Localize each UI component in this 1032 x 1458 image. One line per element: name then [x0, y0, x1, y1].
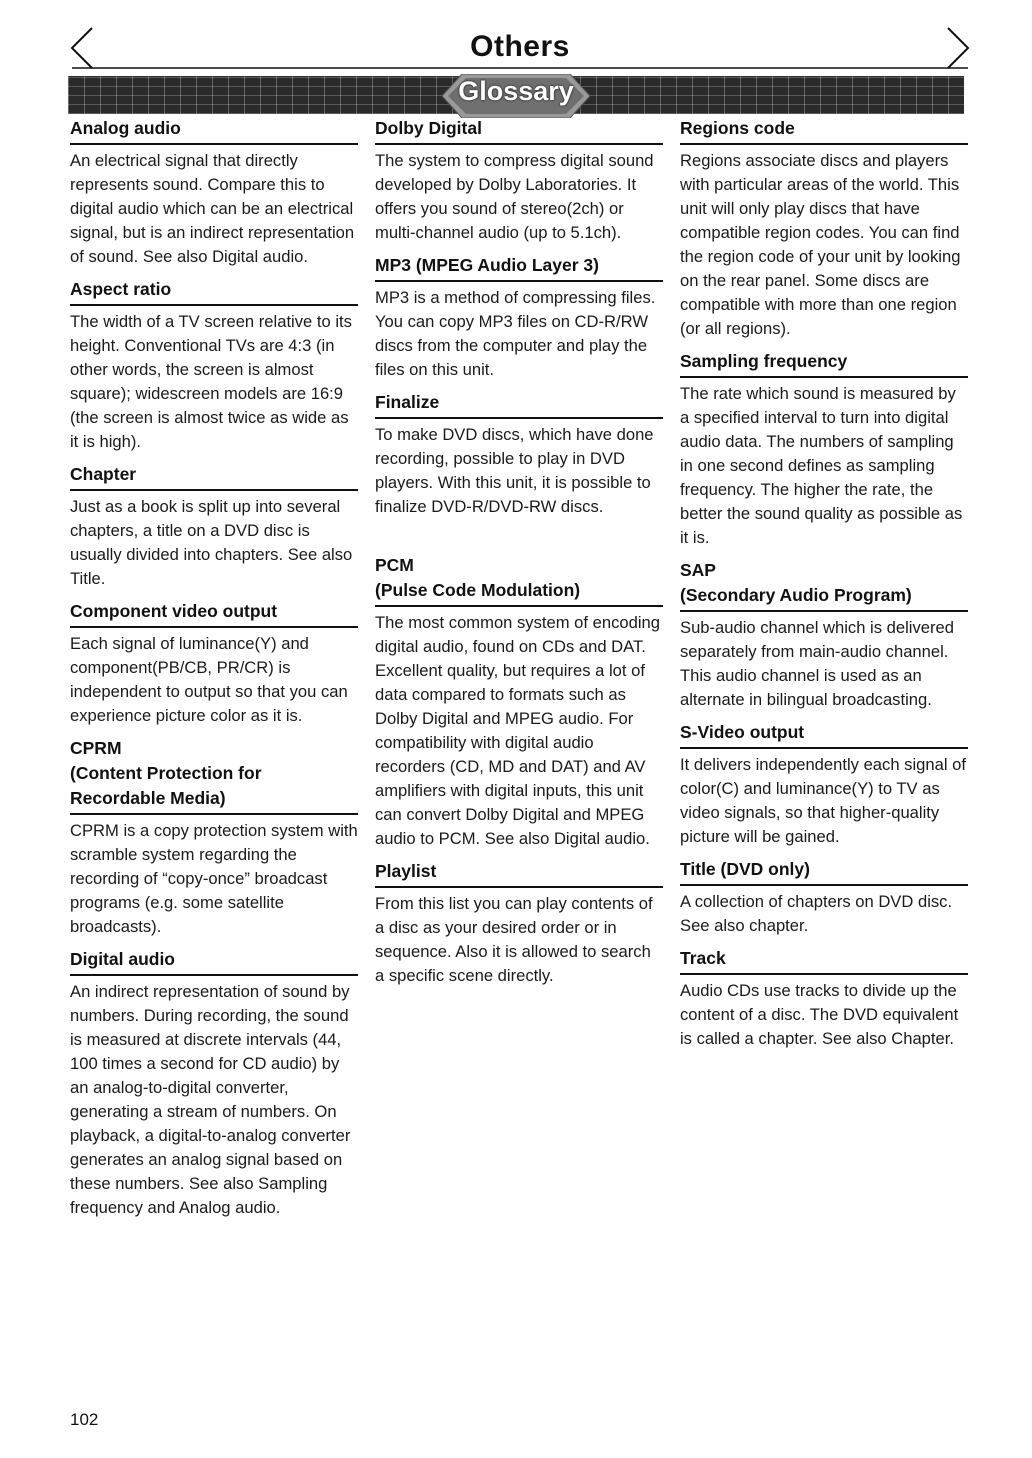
entry-definition: Each signal of luminance(Y) and component(PB/CB, PR/CR) is independent to output so that you can experience picture color as it is.	[70, 634, 348, 725]
glossary-column-1	[70, 116, 358, 1228]
entry-term	[680, 558, 968, 612]
spacer	[375, 527, 663, 553]
section-title: Others	[470, 30, 570, 63]
glossary-entry	[680, 857, 968, 938]
glossary-entry	[375, 253, 663, 382]
entry-term	[70, 736, 358, 815]
glossary-entry	[70, 599, 358, 728]
entry-term: Track	[680, 946, 968, 975]
glossary-label-plate	[442, 74, 590, 118]
entry-definition: Sub-audio channel which is delivered separately from main-audio channel. This audio channel is used as an alternate in bilingual broadcasting.	[680, 618, 954, 709]
entry-term	[375, 553, 663, 607]
entry-term: Analog audio	[70, 116, 358, 145]
glossary-entry	[70, 947, 358, 1220]
glossary-entry	[680, 349, 968, 550]
entry-definition: From this list you can play contents of a disc as your desired order or in sequence. Also it is allowed to search a specific scene directly.	[375, 894, 653, 985]
entry-term-line: (Pulse Code Modulation)	[375, 580, 581, 600]
entry-term: Playlist	[375, 859, 663, 888]
glossary-entry	[680, 558, 968, 712]
entry-term: Component video output	[70, 599, 358, 628]
entry-definition: Regions associate discs and players with particular areas of the world. This unit will only play discs that have compatible region codes. You can find the region code of your unit by looking on the rear panel. Some discs are compatible with more than one region (or all regions).	[680, 151, 961, 338]
glossary-entry	[70, 116, 358, 269]
entry-definition: The system to compress digital sound developed by Dolby Laboratories. It offers you sound of stereo(2ch) or multi-channel audio (up to 5.1ch).	[375, 151, 654, 242]
entry-definition: An indirect representation of sound by numbers. During recording, the sound is measured at discrete intervals (44, 100 times a second for CD audio) by an analog-to-digital converter, generating a stream of numbers. On playback, a digital-to-analog converter generates an analog signal based on these numbers. See also Sampling frequency and Analog audio.	[70, 982, 351, 1217]
entry-term: Dolby Digital	[375, 116, 663, 145]
entry-definition: Just as a book is split up into several chapters, a title on a DVD disc is usually divided into chapters. See also Title.	[70, 497, 353, 588]
glossary-column-3	[680, 116, 968, 1059]
entry-term-line: (Content Protection for	[70, 763, 262, 783]
glossary-entry	[375, 390, 663, 519]
entry-term: MP3 (MPEG Audio Layer 3)	[375, 253, 663, 282]
subsection-title: Glossary	[458, 76, 574, 106]
glossary-entry	[375, 859, 663, 988]
entry-definition: The most common system of encoding digital audio, found on CDs and DAT. Excellent quality, but requires a lot of data compared to formats such as Dolby Digital and MPEG audio. For compatibility with digital audio recorders (CD, MD and DAT) and AV amplifiers with digital inputs, this unit can convert Dolby Digital and MPEG audio to PCM. See also Digital audio.	[375, 613, 660, 848]
entry-term: Aspect ratio	[70, 277, 358, 306]
entry-term: Chapter	[70, 462, 358, 491]
glossary-entry	[680, 946, 968, 1051]
entry-definition: The width of a TV screen relative to its height. Conventional TVs are 4:3 (in other words, the screen is almost square); widescreen models are 16:9 (the screen is almost twice as wide as it is high).	[70, 312, 352, 451]
entry-term: Digital audio	[70, 947, 358, 976]
glossary-entry	[70, 277, 358, 454]
glossary-entry	[70, 736, 358, 939]
entry-term-line: CPRM	[70, 738, 122, 758]
glossary-entry	[680, 720, 968, 849]
entry-definition: To make DVD discs, which have done recording, possible to play in DVD players. With this unit, it is possible to finalize DVD-R/DVD-RW discs.	[375, 425, 654, 516]
entry-definition: It delivers independently each signal of color(C) and luminance(Y) to TV as video signals, so that higher-quality picture will be gained.	[680, 755, 966, 846]
page-number: 102	[70, 1410, 99, 1429]
entry-term: Regions code	[680, 116, 968, 145]
entry-definition: MP3 is a method of compressing files. You can copy MP3 files on CD-R/RW discs from the computer and play the files on this unit.	[375, 288, 656, 379]
glossary-entry	[375, 116, 663, 245]
entry-definition: CPRM is a copy protection system with scramble system regarding the recording of “copy-once” broadcast programs (e.g. some satellite broadcasts).	[70, 821, 358, 936]
glossary-entry	[375, 553, 663, 851]
entry-definition: An electrical signal that directly represents sound. Compare this to digital audio which can be an electrical signal, but is an indirect representation of sound. See also Digital audio.	[70, 151, 355, 266]
entry-term: Sampling frequency	[680, 349, 968, 378]
entry-definition: The rate which sound is measured by a specified interval to turn into digital audio data. The numbers of sampling in one second defines as sampling frequency. The higher the rate, the better the sound quality as possible as it is.	[680, 384, 963, 547]
entry-term-line: SAP	[680, 560, 716, 580]
entry-definition: Audio CDs use tracks to divide up the content of a disc. The DVD equivalent is called a chapter. See also Chapter.	[680, 981, 959, 1048]
entry-definition: A collection of chapters on DVD disc. See also chapter.	[680, 892, 953, 935]
entry-term-line: (Secondary Audio Program)	[680, 585, 912, 605]
entry-term-line: PCM	[375, 555, 414, 575]
glossary-entry	[680, 116, 968, 341]
entry-term: Finalize	[375, 390, 663, 419]
entry-term: S-Video output	[680, 720, 968, 749]
entry-term: Title (DVD only)	[680, 857, 968, 886]
section-header	[70, 24, 970, 72]
glossary-column-2	[375, 116, 663, 996]
entry-term-line: Recordable Media)	[70, 788, 226, 808]
glossary-entry	[70, 462, 358, 591]
